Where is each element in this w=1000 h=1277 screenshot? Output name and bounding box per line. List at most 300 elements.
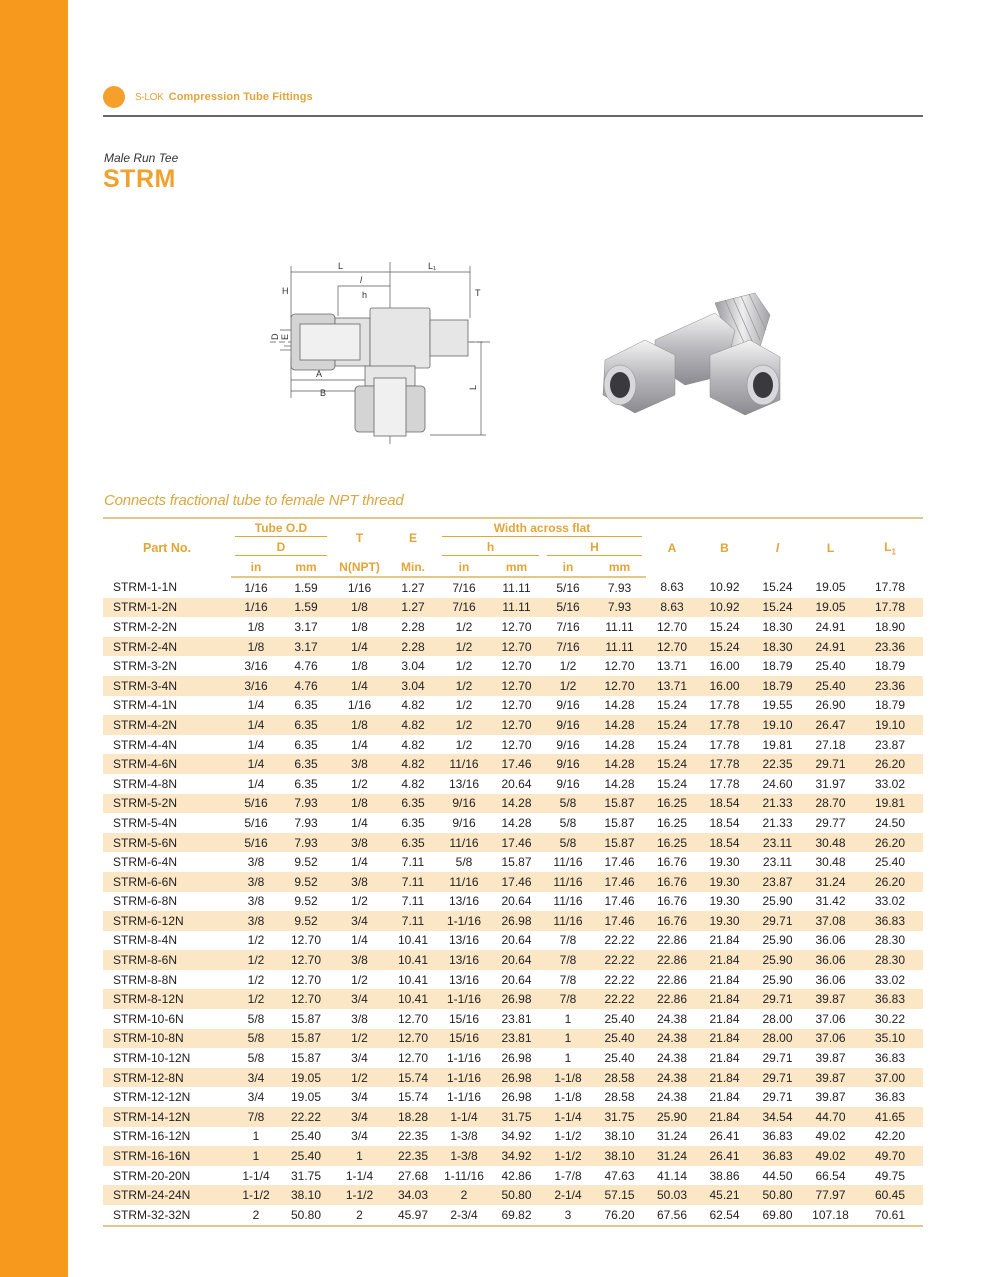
cell-d-in: 5/8 [247, 1051, 265, 1066]
cell-t-npt: 1/4 [351, 815, 368, 830]
cell-h-mm: 12.70 [501, 737, 532, 752]
header-a: A [646, 518, 698, 577]
cell-h-mm: 31.75 [490, 1107, 543, 1127]
cell-b: 18.54 [698, 833, 751, 853]
cell-part-number: STRM-8-4N [113, 933, 178, 948]
cell-h-in: 15/16 [448, 1011, 480, 1026]
cell-d-in: 3/8 [247, 894, 265, 909]
cell-h-mm: 17.46 [490, 833, 543, 853]
cell-t-npt: 1/8 [351, 619, 368, 634]
cell-a: 25.90 [646, 1107, 698, 1127]
cell-h-mm: 20.64 [490, 950, 543, 970]
cell-l1: 19.81 [857, 794, 923, 814]
cell-part-number: STRM-2-2N [113, 619, 178, 634]
unit-t: N(NPT) [331, 557, 388, 577]
header-l: L [804, 518, 857, 577]
cell-t-npt: 1/2 [351, 894, 368, 909]
cell-hh-mm: 22.22 [604, 972, 635, 987]
cell-part-number: STRM-3-2N [113, 659, 178, 674]
cell-hh-in: 1 [564, 1051, 572, 1066]
cell-d-in: 1/4 [231, 754, 281, 774]
cell-d-in: 1/16 [244, 580, 268, 595]
cell-hh-mm: 22.22 [593, 989, 646, 1009]
cell-b: 17.78 [709, 776, 740, 791]
cell-a: 24.38 [656, 1051, 688, 1066]
cell-h-mm: 20.64 [501, 933, 532, 948]
cell-h-in: 15/16 [438, 1029, 490, 1049]
cell-hh-in: 9/16 [543, 715, 593, 735]
cell-l: 37.06 [815, 1011, 846, 1026]
cell-d-mm: 31.75 [290, 1168, 322, 1183]
cell-e-min: 22.35 [397, 1129, 429, 1144]
cell-e-min: 27.68 [397, 1168, 429, 1183]
cell-t-npt: 3/4 [331, 1107, 388, 1127]
cell-d-in: 1/2 [247, 972, 265, 987]
cell-h-in: 1-3/8 [438, 1146, 490, 1166]
cell-part-number: STRM-5-6N [103, 833, 231, 853]
cell-b: 21.84 [709, 933, 740, 948]
cell-a: 15.24 [656, 776, 688, 791]
cell-l-small: 18.30 [751, 637, 804, 657]
cell-part-number: STRM-2-4N [103, 637, 231, 657]
cell-l: 49.02 [815, 1129, 846, 1144]
svg-text:T: T [475, 288, 481, 298]
table-row [103, 950, 923, 970]
cell-l1: 36.83 [857, 911, 923, 931]
cell-l-small: 22.35 [751, 754, 804, 774]
page-header [103, 86, 923, 116]
cell-l: 39.87 [804, 989, 857, 1009]
cell-h-in: 7/16 [438, 598, 490, 618]
cell-d-in: 1 [231, 1146, 281, 1166]
cell-t-npt: 1/16 [347, 698, 372, 713]
cell-b: 38.86 [709, 1168, 740, 1183]
cell-d-in: 1/4 [247, 698, 265, 713]
cell-d-mm: 9.52 [281, 911, 331, 931]
cell-b: 21.84 [698, 1029, 751, 1049]
cell-l1: 26.20 [857, 754, 923, 774]
cell-part-number: STRM-8-6N [103, 950, 231, 970]
svg-text:A: A [316, 369, 323, 379]
table-row [103, 715, 923, 735]
cell-l-small: 25.90 [762, 972, 793, 987]
cell-t-npt: 3/4 [351, 1051, 368, 1066]
cell-hh-in: 9/16 [543, 754, 593, 774]
cell-h-mm: 11.11 [502, 580, 531, 595]
cell-a: 12.70 [646, 637, 698, 657]
cell-l-small: 29.71 [751, 911, 804, 931]
cell-l-small: 18.79 [751, 676, 804, 696]
cell-a: 67.56 [646, 1205, 698, 1226]
cell-l1: 26.20 [857, 872, 923, 892]
cell-e-min: 12.70 [397, 1051, 429, 1066]
cell-part-number: STRM-4-1N [113, 698, 178, 713]
cell-hh-in: 2-1/4 [543, 1185, 593, 1205]
cell-hh-in: 1-1/2 [554, 1129, 582, 1144]
cell-d-mm: 12.70 [281, 989, 331, 1009]
cell-t-npt: 3/8 [351, 1011, 368, 1026]
svg-text:L: L [338, 261, 344, 271]
cell-h-mm: 26.98 [490, 1068, 543, 1088]
header-t: T [331, 518, 388, 557]
cell-b: 19.30 [698, 872, 751, 892]
cell-part-number: STRM-6-6N [103, 872, 231, 892]
cell-h-mm: 20.64 [501, 894, 532, 909]
cell-part-number: STRM-6-4N [113, 855, 178, 870]
cell-a: 16.25 [646, 794, 698, 814]
cell-hh-mm: 14.28 [593, 715, 646, 735]
cell-a: 41.14 [656, 1168, 688, 1183]
cell-d-in: 3/16 [244, 659, 268, 674]
cell-l1: 49.75 [874, 1168, 906, 1183]
cell-b: 18.54 [698, 794, 751, 814]
cell-hh-in: 5/8 [543, 833, 593, 853]
cell-l: 36.06 [815, 972, 846, 987]
cell-h-in: 1/2 [438, 715, 490, 735]
cell-hh-mm: 22.22 [604, 933, 635, 948]
cell-h-in: 1/2 [438, 676, 490, 696]
svg-text:H: H [282, 286, 289, 296]
cell-d-mm: 22.22 [281, 1107, 331, 1127]
cell-b: 15.24 [709, 619, 740, 634]
cell-hh-in: 9/16 [556, 776, 580, 791]
cell-b: 17.78 [709, 698, 740, 713]
cell-d-mm: 3.17 [294, 619, 318, 634]
cell-l1: 17.78 [874, 580, 906, 595]
cell-hh-mm: 12.70 [604, 659, 635, 674]
cell-b: 17.78 [698, 754, 751, 774]
cell-l: 24.91 [804, 637, 857, 657]
cell-d-mm: 12.70 [290, 933, 322, 948]
cell-b: 45.21 [698, 1185, 751, 1205]
cell-t-npt: 1/8 [331, 715, 388, 735]
cell-l-small: 19.10 [751, 715, 804, 735]
table-row [103, 577, 923, 598]
cell-h-in: 13/16 [448, 894, 480, 909]
cell-d-in: 5/16 [244, 815, 268, 830]
cell-l-small: 19.55 [762, 698, 793, 713]
cell-hh-in: 1-1/8 [554, 1090, 582, 1105]
cell-e-min: 7.11 [388, 872, 438, 892]
cell-h-in: 1/2 [438, 637, 490, 657]
cell-d-in: 3/8 [231, 911, 281, 931]
cell-hh-in: 1 [564, 1011, 572, 1026]
cell-d-mm: 19.05 [290, 1090, 322, 1105]
cell-b: 16.00 [709, 659, 740, 674]
cell-l1: 23.36 [857, 637, 923, 657]
cell-part-number: STRM-10-6N [113, 1011, 184, 1026]
cell-d-in: 5/16 [231, 833, 281, 853]
svg-text:h: h [362, 290, 368, 300]
cell-hh-in: 1-1/2 [543, 1146, 593, 1166]
cell-hh-in: 7/8 [559, 972, 577, 987]
product-photo [585, 285, 800, 420]
cell-d-in: 3/8 [247, 855, 265, 870]
cell-d-mm: 6.35 [294, 776, 318, 791]
cell-hh-mm: 47.63 [604, 1168, 635, 1183]
cell-hh-in: 11/16 [543, 872, 593, 892]
header-l-small: l [751, 518, 804, 577]
header-h-big: H [543, 538, 646, 557]
cell-l: 30.48 [815, 855, 846, 870]
cell-hh-mm: 22.22 [593, 950, 646, 970]
header-row-1 [103, 518, 923, 538]
cell-b: 26.41 [709, 1129, 740, 1144]
cell-hh-in: 11/16 [553, 855, 583, 870]
cell-d-in: 1/2 [231, 950, 281, 970]
cell-l: 25.40 [815, 659, 846, 674]
cell-h-mm: 11.11 [490, 598, 543, 618]
cell-d-mm: 7.93 [281, 794, 331, 814]
unit-h-in: in [438, 557, 490, 577]
cell-h-mm: 15.87 [501, 855, 532, 870]
cell-h-mm: 42.86 [501, 1168, 532, 1183]
table-row [103, 931, 923, 951]
cell-l: 29.71 [804, 754, 857, 774]
cell-a: 13.71 [656, 659, 688, 674]
cell-hh-in: 1/2 [543, 676, 593, 696]
cell-l: 31.24 [804, 872, 857, 892]
cell-l1: 37.00 [857, 1068, 923, 1088]
cell-l-small: 18.79 [762, 659, 793, 674]
cell-part-number: STRM-3-4N [103, 676, 231, 696]
cell-h-in: 2-3/4 [438, 1205, 490, 1226]
cell-d-mm: 9.52 [294, 894, 318, 909]
table-row [103, 989, 923, 1009]
cell-l-small: 44.50 [762, 1168, 793, 1183]
cell-l: 44.70 [804, 1107, 857, 1127]
cell-e-min: 1.27 [388, 598, 438, 618]
cell-l-small: 69.80 [751, 1205, 804, 1226]
cell-a: 22.86 [646, 950, 698, 970]
product-subtitle: Male Run Tee [104, 151, 179, 165]
cell-t-npt: 1/4 [351, 737, 368, 752]
cell-l-small: 24.60 [762, 776, 793, 791]
unit-e: Min. [388, 557, 438, 577]
cell-e-min: 10.41 [397, 972, 429, 987]
cell-a: 22.86 [656, 933, 688, 948]
unit-hh-mm: mm [593, 557, 646, 577]
cell-l: 36.06 [815, 933, 846, 948]
cell-e-min: 2.28 [401, 619, 425, 634]
svg-text:L₁: L₁ [428, 261, 437, 271]
cell-h-mm: 12.70 [501, 619, 532, 634]
svg-text:L: L [468, 384, 478, 390]
cell-d-in: 1/4 [247, 737, 265, 752]
table-row [103, 833, 923, 853]
table-row [103, 598, 923, 618]
cell-d-in: 1/8 [231, 637, 281, 657]
cell-h-mm: 26.98 [501, 1090, 532, 1105]
cell-d-mm: 3.17 [281, 637, 331, 657]
cell-d-in: 1/8 [247, 619, 265, 634]
cell-h-mm: 50.80 [490, 1185, 543, 1205]
cell-b: 21.84 [709, 1011, 740, 1026]
cell-hh-in: 11/16 [543, 911, 593, 931]
cell-l: 107.18 [804, 1205, 857, 1226]
cell-d-mm: 6.35 [294, 698, 318, 713]
cell-hh-mm: 38.10 [604, 1129, 635, 1144]
cell-l: 37.08 [804, 911, 857, 931]
cell-h-mm: 12.70 [490, 676, 543, 696]
cell-d-mm: 4.76 [281, 676, 331, 696]
cell-d-in: 3/4 [247, 1090, 265, 1105]
cell-h-in: 1-1/16 [438, 911, 490, 931]
cell-a: 15.24 [656, 698, 688, 713]
cell-hh-in: 3 [543, 1205, 593, 1226]
cell-l-small: 29.71 [762, 1090, 793, 1105]
cell-b: 62.54 [698, 1205, 751, 1226]
brand-logo: S-LOK [135, 92, 164, 103]
cell-h-in: 1-1/16 [446, 1090, 482, 1105]
svg-text:E: E [280, 333, 290, 340]
cell-l-small: 29.71 [751, 1068, 804, 1088]
cell-t-npt: 3/8 [331, 754, 388, 774]
cell-d-mm: 9.52 [281, 872, 331, 892]
cell-d-in: 3/4 [231, 1068, 281, 1088]
cell-e-min: 12.70 [397, 1011, 429, 1026]
cell-e-min: 1.27 [401, 580, 425, 595]
cell-part-number: STRM-12-8N [103, 1068, 231, 1088]
table-row [103, 872, 923, 892]
cell-hh-in: 5/16 [543, 598, 593, 618]
brand-dot-icon [103, 86, 125, 108]
cell-l: 19.05 [815, 580, 846, 595]
cell-a: 16.76 [656, 894, 688, 909]
cell-l1: 24.50 [874, 815, 906, 830]
cell-h-mm: 34.92 [501, 1129, 532, 1144]
cell-a: 15.24 [646, 715, 698, 735]
cell-d-in: 1 [252, 1129, 260, 1144]
cell-h-in: 11/16 [438, 833, 490, 853]
orange-side-bar [0, 0, 68, 1277]
cell-h-mm: 20.64 [501, 972, 532, 987]
cell-part-number: STRM-10-8N [103, 1029, 231, 1049]
svg-text:D: D [270, 333, 280, 340]
cell-hh-in: 11/16 [553, 894, 583, 909]
cell-h-mm: 23.81 [490, 1029, 543, 1049]
cell-l1: 18.90 [874, 619, 906, 634]
cell-h-in: 13/16 [438, 950, 490, 970]
cell-a: 16.76 [646, 911, 698, 931]
cell-h-in: 1-1/16 [438, 989, 490, 1009]
cell-hh-mm: 25.40 [604, 1051, 635, 1066]
cell-t-npt: 3/4 [351, 1129, 368, 1144]
table-row [103, 911, 923, 931]
cell-t-npt: 1/2 [331, 1068, 388, 1088]
cell-e-min: 4.82 [388, 754, 438, 774]
cell-hh-mm: 31.75 [593, 1107, 646, 1127]
cell-b: 17.78 [709, 737, 740, 752]
cell-a: 16.25 [646, 833, 698, 853]
cell-l-small: 21.33 [751, 794, 804, 814]
cell-d-mm: 25.40 [281, 1146, 331, 1166]
cell-l: 36.06 [804, 950, 857, 970]
table-row [103, 1166, 923, 1186]
cell-d-in: 2 [231, 1205, 281, 1226]
cell-b: 16.00 [698, 676, 751, 696]
table-row [103, 1068, 923, 1088]
cell-b: 19.30 [709, 894, 740, 909]
cell-h-mm: 20.64 [501, 776, 532, 791]
header-width-across-flat: Width across flat [438, 518, 646, 538]
cell-a: 24.38 [646, 1068, 698, 1088]
cell-hh-in: 1-1/8 [543, 1068, 593, 1088]
svg-text:B: B [320, 388, 327, 398]
cell-hh-mm: 14.28 [604, 776, 635, 791]
cell-h-mm: 14.28 [501, 815, 532, 830]
cell-b: 21.84 [698, 1107, 751, 1127]
cell-l: 66.54 [815, 1168, 846, 1183]
cell-a: 24.38 [656, 1090, 688, 1105]
cell-e-min: 10.41 [397, 933, 429, 948]
cell-a: 16.76 [656, 855, 688, 870]
cell-t-npt: 1-1/4 [345, 1168, 374, 1183]
cell-d-mm: 19.05 [281, 1068, 331, 1088]
cell-part-number: STRM-8-12N [103, 989, 231, 1009]
cell-part-number: STRM-10-12N [113, 1051, 191, 1066]
cell-hh-mm: 57.15 [593, 1185, 646, 1205]
cell-e-min: 7.11 [388, 911, 438, 931]
cell-l: 26.47 [804, 715, 857, 735]
cell-l1: 26.20 [857, 833, 923, 853]
cell-h-in: 1/2 [455, 737, 473, 752]
cell-t-npt: 1-1/2 [331, 1185, 388, 1205]
cell-part-number: STRM-5-2N [103, 794, 231, 814]
cell-b: 21.84 [709, 1090, 740, 1105]
cell-hh-in: 9/16 [556, 737, 580, 752]
cell-h-mm: 12.70 [490, 637, 543, 657]
cell-a: 15.24 [656, 737, 688, 752]
cell-h-in: 2 [438, 1185, 490, 1205]
cell-l: 77.97 [804, 1185, 857, 1205]
cell-h-mm: 17.46 [490, 754, 543, 774]
cell-hh-in: 1 [543, 1029, 593, 1049]
cell-d-in: 1/2 [231, 989, 281, 1009]
cell-l-small: 15.24 [762, 580, 793, 595]
cell-part-number: STRM-12-12N [113, 1090, 191, 1105]
cell-h-in: 1-1/16 [446, 1051, 482, 1066]
cell-l-small: 23.11 [751, 833, 804, 853]
cell-t-npt: 3/4 [331, 989, 388, 1009]
cell-a: 12.70 [656, 619, 688, 634]
cell-d-in: 1-1/4 [242, 1168, 270, 1183]
cell-hh-mm: 28.58 [593, 1068, 646, 1088]
cell-d-mm: 25.40 [290, 1129, 322, 1144]
cell-l-small: 34.54 [751, 1107, 804, 1127]
cell-t-npt: 1/2 [331, 1029, 388, 1049]
cell-d-in: 1/4 [247, 776, 265, 791]
cell-d-in: 5/8 [247, 1011, 265, 1026]
cell-e-min: 4.82 [401, 737, 425, 752]
table-row [103, 1087, 923, 1107]
cell-d-in: 7/8 [231, 1107, 281, 1127]
cell-b: 18.54 [709, 815, 740, 830]
cell-d-mm: 6.35 [294, 737, 318, 752]
cell-l1: 28.30 [857, 950, 923, 970]
cell-d-mm: 50.80 [281, 1205, 331, 1226]
cell-l: 30.48 [804, 833, 857, 853]
unit-d-mm: mm [281, 557, 331, 577]
cell-hh-mm: 17.46 [593, 911, 646, 931]
cell-d-mm: 7.93 [294, 815, 318, 830]
table-row [103, 696, 923, 716]
cell-hh-mm: 11.11 [593, 637, 646, 657]
cell-part-number: STRM-6-12N [103, 911, 231, 931]
brand-title [135, 91, 313, 103]
header-d: D [231, 538, 331, 557]
cell-l: 29.77 [815, 815, 846, 830]
